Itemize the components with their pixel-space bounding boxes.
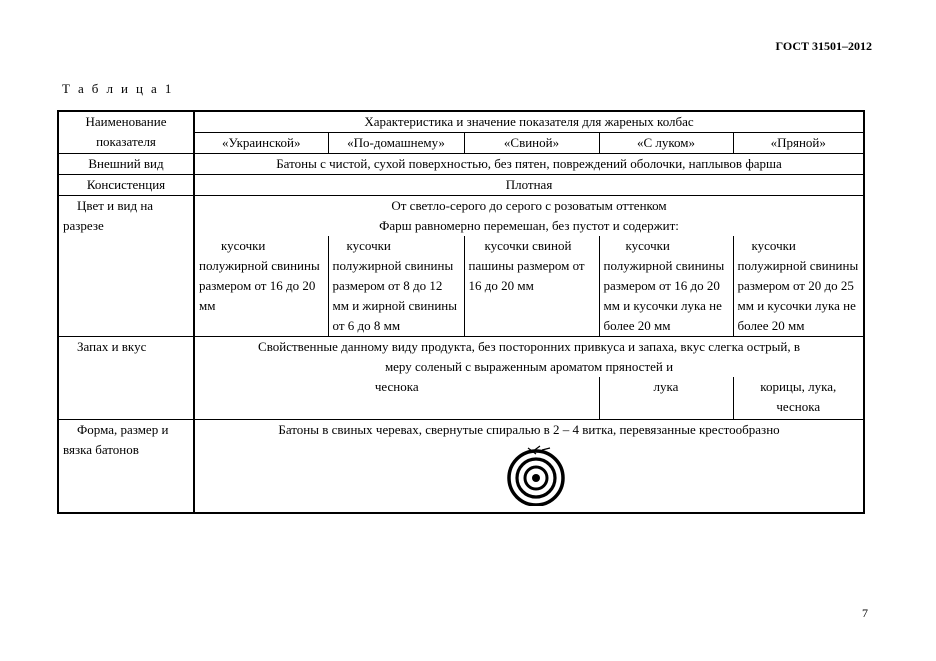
row-appearance <box>58 154 864 175</box>
shape-text: Батоны в свиных черевах, свернутые спиралью в 2 – 4 витка, перевязанные крестообразно <box>278 421 780 437</box>
variety-s-lukom: «С луком» <box>599 133 733 154</box>
variety-pryanaya: «Пряной» <box>733 133 864 154</box>
variety-svinaya: «Свиной» <box>464 133 599 154</box>
cut-view-line2: Фарш равномерно перемешан, без пустот и содержит: <box>379 218 679 233</box>
row-consistency-name: Консистенция <box>58 175 194 196</box>
row-appearance-value: Батоны с чистой, сухой поверхностью, без пятен, повреждений оболочки, наплывов фарша <box>194 154 864 175</box>
variety-ukrainskaya: «Украинской» <box>194 133 328 154</box>
row-smell-top <box>58 337 864 378</box>
row-consistency-value: Плотная <box>194 175 864 196</box>
row-cut-view-name <box>58 196 194 337</box>
cut-view-line1: От светло-серого до серого с розоватым оттенком <box>391 198 667 213</box>
row-cut-view-common <box>194 196 864 237</box>
row-shape-name-text: Форма, размер и вязка батонов <box>63 421 169 457</box>
page-number: 7 <box>862 606 868 620</box>
smell-line2: меру соленый с выраженным ароматом пряностей и <box>384 359 674 374</box>
smell-garlic-cell: чеснока <box>194 377 599 419</box>
row-shape-value <box>194 419 864 513</box>
cut-view-cell-s-lukom: кусочки полужирной свинины размером от 16 до 20 мм и кусочки лука не более 20 мм <box>599 236 733 337</box>
characteristics-table <box>57 110 865 514</box>
smell-spicy-cell: корицы, лука, чеснока <box>733 377 864 419</box>
row-shape <box>58 419 864 513</box>
row-cut-view-name-text: Цвет и вид на разрезе <box>63 198 154 233</box>
header-char-title: Характеристика и значение показателя для жареных колбас <box>194 111 864 133</box>
row-smell-name <box>58 337 194 420</box>
row-smell-common <box>194 337 864 378</box>
cut-view-cell-svinaya: кусочки свиной пашины размером от 16 до 20 мм <box>464 236 599 337</box>
smell-line1: Свойственные данному виду продукта, без посторонних привкуса и запаха, вкус слегка острый, в <box>258 339 800 354</box>
row-cut-view-top <box>58 196 864 237</box>
row-shape-name <box>58 419 194 513</box>
cut-view-cell-ukrainskaya: кусочки полужирной свинины размером от 16 до 20 мм <box>194 236 328 337</box>
cut-view-cell-po-domashnemu: кусочки полужирной свинины размером от 8 до 12 мм и жирной свинины от 6 до 8 мм <box>328 236 464 337</box>
header-name-cell <box>58 111 194 154</box>
row-consistency <box>58 175 864 196</box>
table-title: Т а б л и ц а 1 <box>62 81 174 96</box>
header-name-line2: показателя <box>96 134 156 149</box>
header-name-line1: Наименование <box>85 114 167 129</box>
smell-onion-cell: лука <box>599 377 733 419</box>
header-row <box>58 111 864 133</box>
row-smell-name-text: Запах и вкус <box>77 339 147 354</box>
spiral-figure <box>199 440 859 512</box>
cut-view-cell-pryanaya: кусочки полужирной свинины размером от 20 до 25 мм и кусочки лука не более 20 мм <box>733 236 864 337</box>
variety-po-domashnemu: «По-домашнему» <box>328 133 464 154</box>
row-appearance-name: Внешний вид <box>58 154 194 175</box>
standard-code: ГОСТ 31501–2012 <box>775 39 872 53</box>
spiral-icon <box>506 444 576 506</box>
